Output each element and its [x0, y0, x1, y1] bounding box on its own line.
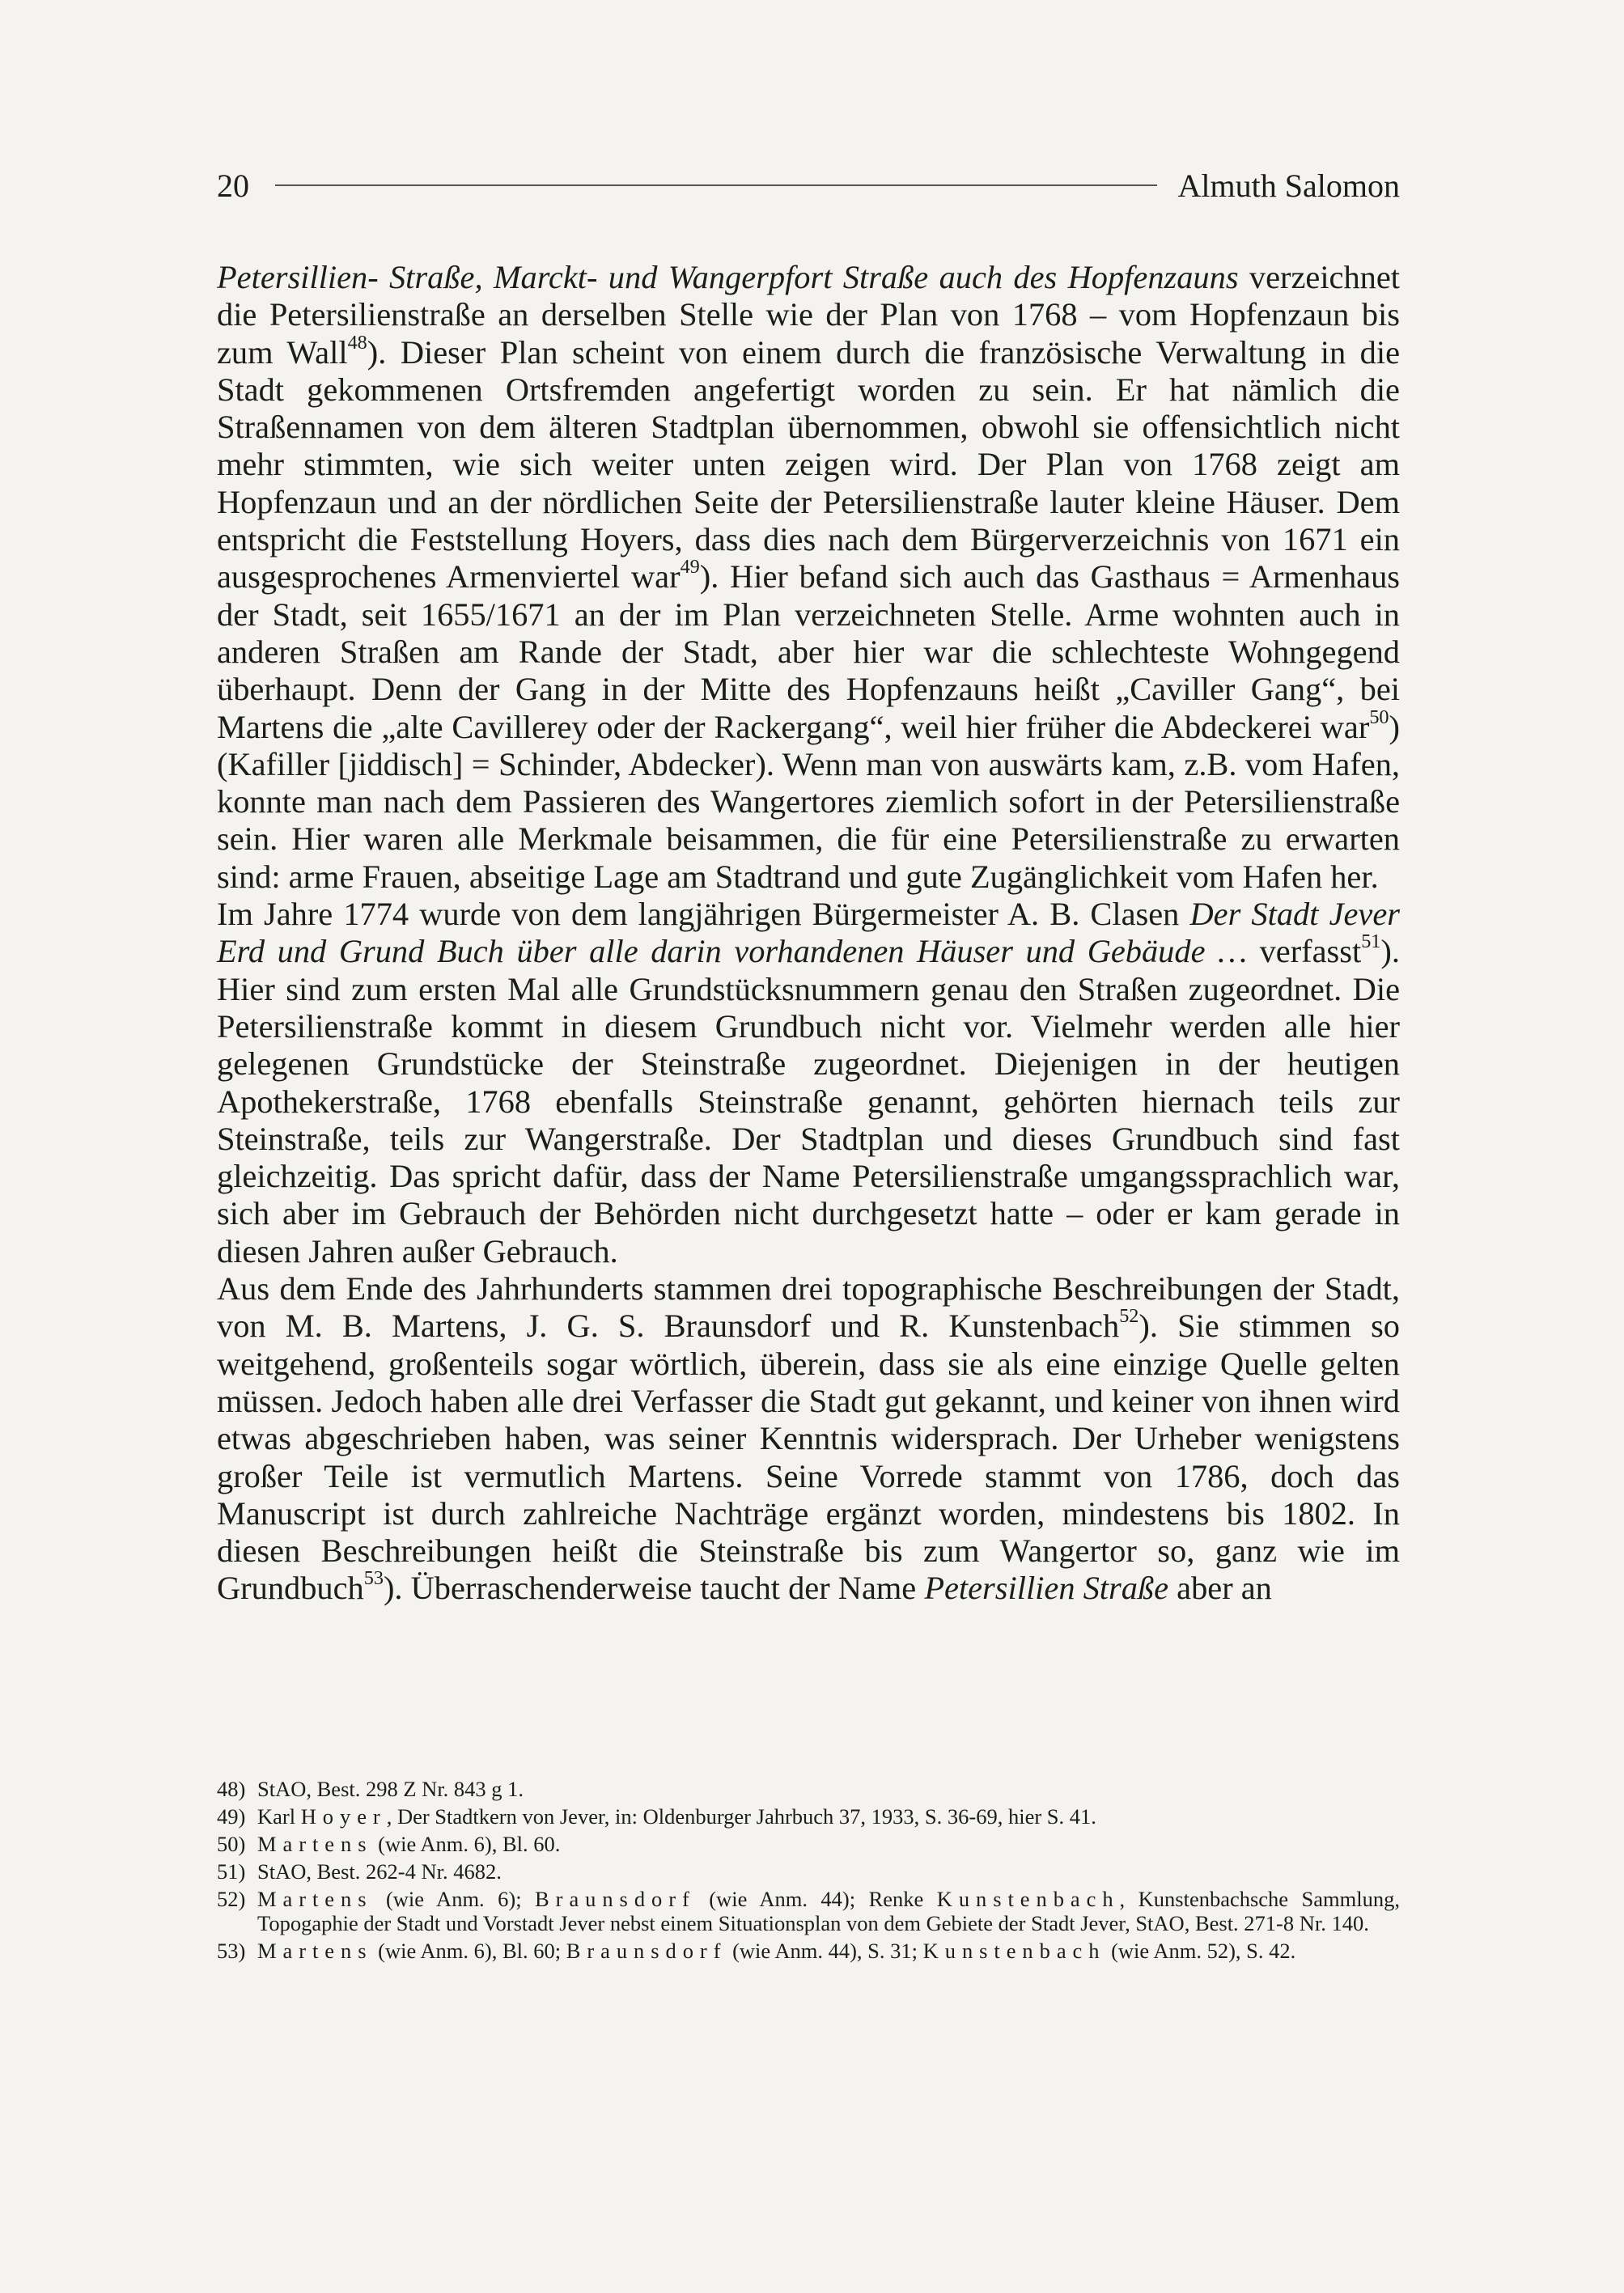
running-author: Almuth Salomon	[1177, 167, 1400, 204]
footnote-text-run: , Der Stadtkern von Jever, in: Oldenburger Jahrbuch 37, 1933, S. 36-69, hier S. 41.	[386, 1804, 1096, 1829]
footnote	[217, 1859, 1400, 1884]
author-name-spaced: Braunsdorf	[535, 1887, 696, 1911]
page-number: 20	[217, 167, 249, 204]
running-header	[217, 164, 1400, 206]
author-name-spaced: Kunstenbach	[922, 1939, 1106, 1963]
footnote-text-run: (wie Anm. 6);	[372, 1887, 536, 1911]
text-run: Aus dem Ende des Jahrhunderts stammen drei topographische Beschreibungen der Stadt, von M. B. Martens, J. G. S. Braunsdorf und R. Kunstenbach	[217, 1270, 1400, 1345]
footnote	[217, 1777, 1400, 1801]
text-run: aber an	[1168, 1570, 1272, 1607]
footnote-ref: 53	[363, 1567, 384, 1590]
footnote-text	[257, 1832, 1400, 1856]
footnote-text	[257, 1777, 1400, 1801]
paragraph	[217, 1270, 1400, 1608]
paragraph	[217, 259, 1400, 896]
footnote	[217, 1887, 1400, 1935]
text-run: ). Dieser Plan scheint von einem durch die französische Verwaltung in die Stadt gekommenen Ortsfremden angefertigt worden zu sein. Er hat nämlich die Straßennamen von dem älteren Stadtplan übernommen, obwohl sie offensichtlich nicht mehr stimmten, wie sich weiter unten zeigen wird. Der Plan von 1768 zeigt am Hopfenzaun und an der nördlichen Seite der Petersilienstraße lauter kleine Häuser. Dem entspricht die Feststellung Hoyers, dass dies nach dem Bürgerverzeichnis von 1671 ein ausgesprochenes Armenviertel war	[217, 333, 1400, 596]
footnote	[217, 1939, 1400, 1963]
footnote-ref: 51	[1361, 930, 1381, 953]
text-run: ). Sie stimmen so weitgehend, großenteils sogar wörtlich, überein, dass sie als eine einzige Quelle gelten müssen. Jedoch haben alle drei Verfasser die Stadt gut gekannt, und keiner von ihnen wird etwas abgeschrieben haben, was seiner Kenntnis widersprach. Der Urheber wenigstens großer Teile ist vermutlich Martens. Seine Vorrede stammt von 1786, doch das Manuscript ist durch zahlreiche Nachträge ergänzt worden, mindestens bis 1802. In diesen Beschreibungen heißt die Steinstraße bis zum Wangertor so, ganz wie im Grundbuch	[217, 1308, 1400, 1607]
text-run: Im Jahre 1774 wurde von dem langjährigen Bürgermeister A. B. Clasen	[217, 896, 1190, 933]
author-name-spaced: Braunsdorf	[566, 1939, 727, 1963]
author-name-spaced: Martens	[257, 1939, 373, 1963]
italic-title: Der Stadt Jever Erd und Grund Buch über alle darin vorhandenen Häuser und Gebäude …	[217, 896, 1401, 970]
author-name-spaced: Martens	[257, 1832, 373, 1856]
footnote-number: 48)	[217, 1777, 246, 1801]
footnote-text-run: StAO, Best. 262-4 Nr. 4682.	[257, 1859, 502, 1884]
italic-title: Petersillien- Straße, Marckt- und Wangerpfort Straße auch des Hopfenzauns	[217, 259, 1239, 295]
footnote-text	[257, 1804, 1400, 1829]
text-run: verzeichnet die Petersilienstraße an derselben Stelle wie der Plan von 1768 – vom Hopfenzaun bis zum Wall	[217, 259, 1401, 371]
text-run: verfasst	[1247, 933, 1362, 970]
footnote-number: 51)	[217, 1859, 246, 1884]
footnotes	[217, 1777, 1400, 1966]
footnote-text-run: (wie Anm. 44); Renke	[695, 1887, 937, 1911]
author-name-spaced: Kunstenbach	[936, 1887, 1120, 1911]
footnote-text-run: StAO, Best. 298 Z Nr. 843 g 1.	[257, 1777, 524, 1801]
footnote-text	[257, 1939, 1400, 1963]
text-run: ) (Kafiller [jiddisch] = Schinder, Abdecker). Wenn man von auswärts kam, z.B. vom Hafen, konnte man nach dem Passieren des Wangertores ziemlich sofort in der Petersilienstraße sein. Hier waren alle Merkmale beisammen, die für eine Petersilienstraße zu erwarten sind: arme Frauen, abseitige Lage am Stadtrand und gute Zugänglichkeit vom Hafen her.	[217, 708, 1400, 895]
paragraph	[217, 896, 1400, 1270]
footnote-ref: 48	[347, 331, 367, 354]
text-run: ). Hier sind zum ersten Mal alle Grundstücksnummern genau den Straßen zugeordnet. Die Petersilienstraße kommt in diesem Grundbuch nicht vor. Vielmehr werden alle hier gelegenen Grundstücke der Steinstraße zugeordnet. Diejenigen in der heutigen Apothekerstraße, 1768 ebenfalls Steinstraße genannt, gehörten hiernach teils zur Steinstraße, teils zur Wangerstraße. Der Stadtplan und dieses Grundbuch sind fast gleichzeitig. Das spricht dafür, dass der Name Petersilienstraße umgangssprachlich war, sich aber im Gebrauch der Behörden nicht durchgesetzt hatte – oder er kam gerade in diesen Jahren außer Gebrauch.	[217, 933, 1400, 1269]
footnote-ref: 49	[680, 556, 700, 579]
footnote-text-run: (wie Anm. 6), Bl. 60;	[372, 1939, 566, 1963]
footnote-number: 49)	[217, 1804, 246, 1829]
footnote-text	[257, 1887, 1400, 1935]
body-text	[217, 259, 1400, 1608]
header-rule	[275, 184, 1157, 186]
footnote-number: 53)	[217, 1939, 246, 1963]
footnote-number: 50)	[217, 1832, 246, 1856]
author-name-spaced: Martens	[257, 1887, 373, 1911]
footnote-text-run: (wie Anm. 6), Bl. 60.	[372, 1832, 561, 1856]
footnote-text-run: (wie Anm. 52), S. 42.	[1105, 1939, 1296, 1963]
author-name-spaced: Hoyer	[300, 1804, 387, 1829]
footnote	[217, 1832, 1400, 1856]
footnote-ref: 50	[1369, 706, 1389, 728]
text-run: ). Hier befand sich auch das Gasthaus = Armenhaus der Stadt, seit 1655/1671 an der im Plan verzeichneten Stelle. Arme wohnten auch in anderen Straßen am Rande der Stadt, aber hier war die schlechteste Wohngegend überhaupt. Denn der Gang in der Mitte des Hopfenzauns heißt „Caviller Gang“, bei Martens die „alte Cavillerey oder der Rackergang“, weil hier früher die Abdeckerei war	[217, 558, 1400, 745]
footnote-text-run: (wie Anm. 44), S. 31;	[727, 1939, 923, 1963]
footnote-text-run: , Kunstenbachsche Sammlung, Topogaphie der Stadt und Vorstadt Jever nebst einem Situationsplan von dem Gebiete der Stadt Jever, StAO, Best. 271-8 Nr. 140.	[257, 1887, 1400, 1935]
italic-title: Petersillien Straße	[924, 1570, 1169, 1607]
footnote-ref: 52	[1119, 1305, 1139, 1328]
footnote	[217, 1804, 1400, 1829]
footnote-text	[257, 1859, 1400, 1884]
footnote-number: 52)	[217, 1887, 246, 1911]
text-run: ). Überraschenderweise taucht der Name	[383, 1570, 925, 1607]
footnote-text-run: Karl	[257, 1804, 301, 1829]
